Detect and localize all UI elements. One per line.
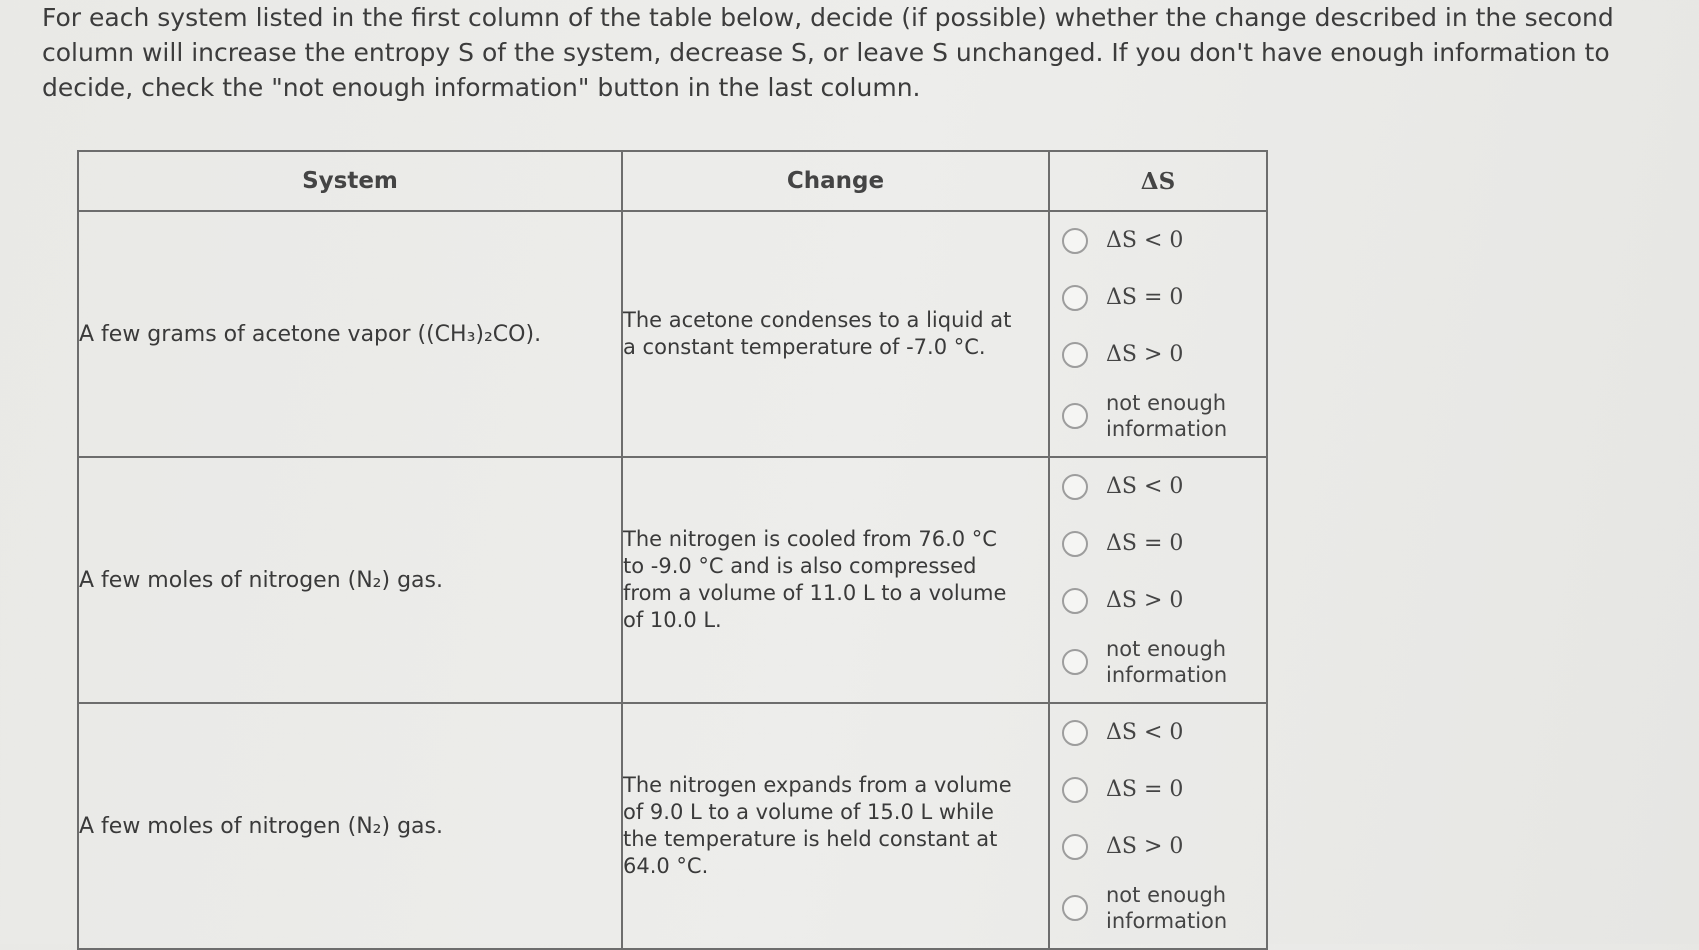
change-text: The nitrogen is cooled from 76.0 °C to -9.0 °C and is also compressed from a volume of 11.0 L to a volume of 10.0 L. bbox=[623, 527, 1007, 632]
option-delta-s-zero[interactable] bbox=[1050, 269, 1266, 326]
radio-button[interactable] bbox=[1062, 649, 1088, 675]
option-delta-s-positive[interactable] bbox=[1050, 572, 1266, 629]
radio-button[interactable] bbox=[1062, 777, 1088, 803]
option-delta-s-negative[interactable] bbox=[1050, 212, 1266, 269]
option-delta-s-negative[interactable] bbox=[1050, 704, 1266, 761]
table-header-row bbox=[78, 151, 1267, 211]
entropy-table bbox=[77, 150, 1268, 950]
option-not-enough-info[interactable] bbox=[1050, 875, 1266, 941]
options-cell bbox=[1049, 457, 1267, 703]
radio-button[interactable] bbox=[1062, 588, 1088, 614]
option-delta-s-negative[interactable] bbox=[1050, 458, 1266, 515]
radio-button[interactable] bbox=[1062, 474, 1088, 500]
radio-button[interactable] bbox=[1062, 342, 1088, 368]
option-label: ΔS = 0 bbox=[1106, 531, 1184, 556]
option-label: not enough information bbox=[1106, 637, 1228, 687]
option-label: ΔS > 0 bbox=[1106, 588, 1184, 613]
radio-button[interactable] bbox=[1062, 531, 1088, 557]
option-not-enough-info[interactable] bbox=[1050, 383, 1266, 449]
option-label: not enough information bbox=[1106, 391, 1228, 441]
radio-button[interactable] bbox=[1062, 285, 1088, 311]
option-label: ΔS < 0 bbox=[1106, 474, 1184, 499]
radio-button[interactable] bbox=[1062, 228, 1088, 254]
option-not-enough-info[interactable] bbox=[1050, 629, 1266, 695]
option-delta-s-zero[interactable] bbox=[1050, 761, 1266, 818]
change-text: The nitrogen expands from a volume of 9.0 L to a volume of 15.0 L while the temperature is held constant at 64.0 °C. bbox=[623, 773, 1012, 878]
header-system: System bbox=[78, 151, 622, 211]
system-cell: A few grams of acetone vapor ((CH₃)₂CO). bbox=[78, 211, 622, 457]
option-label: ΔS = 0 bbox=[1106, 777, 1184, 802]
instructions-text: For each system listed in the first column of the table below, decide (if possible) whether the change described in the second column will increase the entropy S of the system, decrease S, or leave S unchanged. If you don't have enough information to decide, check the "not enough information" button in the last column. bbox=[42, 3, 1614, 102]
radio-button[interactable] bbox=[1062, 720, 1088, 746]
radio-button[interactable] bbox=[1062, 403, 1088, 429]
table-row bbox=[78, 457, 1267, 703]
option-delta-s-positive[interactable] bbox=[1050, 818, 1266, 875]
radio-button[interactable] bbox=[1062, 834, 1088, 860]
options-cell bbox=[1049, 703, 1267, 949]
table-row bbox=[78, 703, 1267, 949]
header-delta-s: ΔS bbox=[1049, 151, 1267, 211]
option-delta-s-zero[interactable] bbox=[1050, 515, 1266, 572]
change-cell bbox=[622, 211, 1049, 457]
option-label: ΔS < 0 bbox=[1106, 720, 1184, 745]
option-label: not enough information bbox=[1106, 883, 1228, 933]
radio-button[interactable] bbox=[1062, 895, 1088, 921]
change-text: The acetone condenses to a liquid at a constant temperature of -7.0 °C. bbox=[623, 308, 1012, 359]
change-cell bbox=[622, 457, 1049, 703]
option-label: ΔS > 0 bbox=[1106, 834, 1184, 859]
table-row bbox=[78, 211, 1267, 457]
change-cell bbox=[622, 703, 1049, 949]
system-cell: A few moles of nitrogen (N₂) gas. bbox=[78, 703, 622, 949]
option-delta-s-positive[interactable] bbox=[1050, 326, 1266, 383]
system-cell: A few moles of nitrogen (N₂) gas. bbox=[78, 457, 622, 703]
options-cell bbox=[1049, 211, 1267, 457]
option-label: ΔS < 0 bbox=[1106, 228, 1184, 253]
option-label: ΔS = 0 bbox=[1106, 285, 1184, 310]
option-label: ΔS > 0 bbox=[1106, 342, 1184, 367]
header-change: Change bbox=[622, 151, 1049, 211]
